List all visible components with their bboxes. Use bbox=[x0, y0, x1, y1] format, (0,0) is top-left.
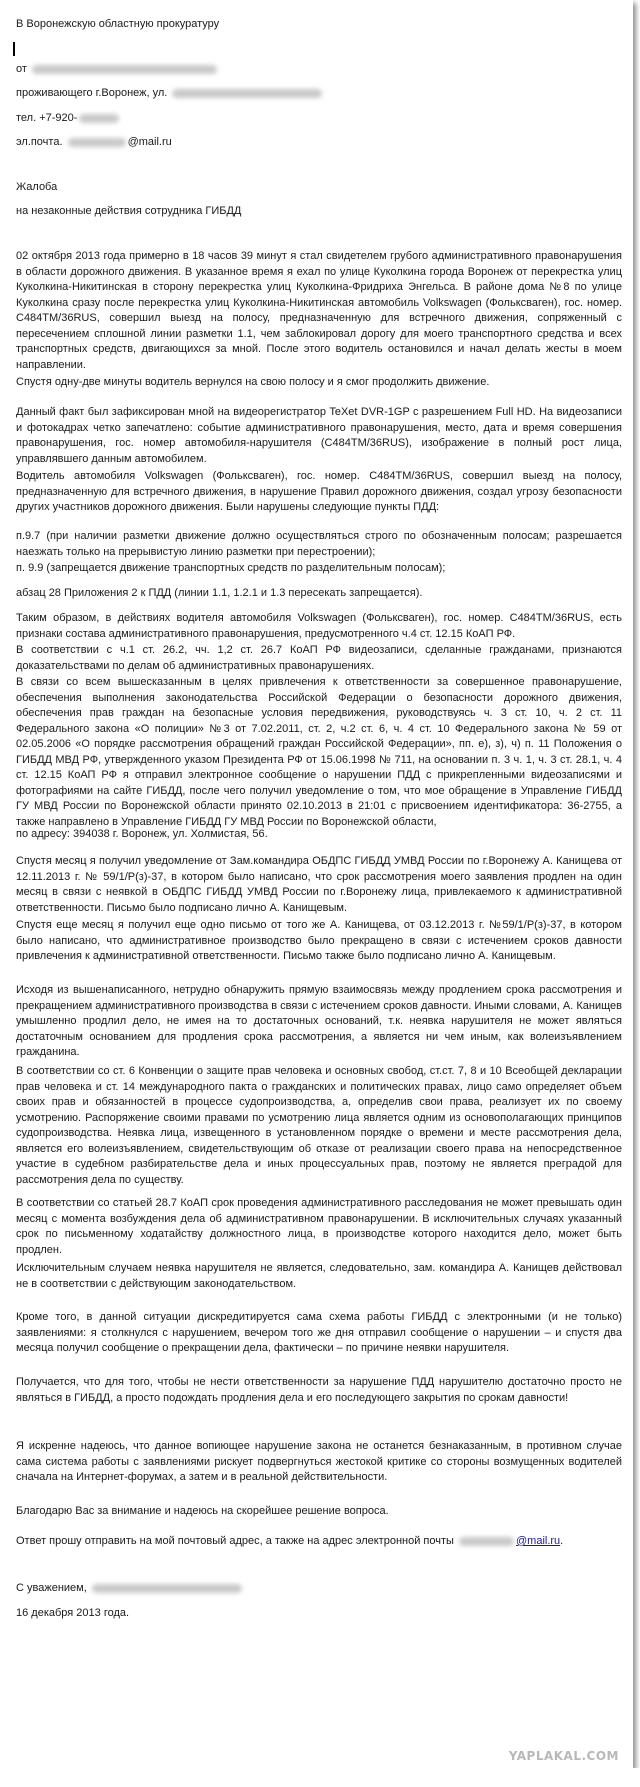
redacted-address bbox=[172, 89, 322, 98]
redacted-reply-email bbox=[459, 1537, 514, 1546]
paragraph: В соответствии со статьей 28.7 КоАП срок проведения административного расследования не может превышать один месяц с момента возбуждения дела об административном правонарушении. В исключительных случаях указанный срок по письменному ходатайству должностного лица, в производстве которого находится дело, может быть продлен. bbox=[16, 1197, 622, 1256]
paragraph: абзац 28 Приложения 2 к ПДД (линии 1.1, 1.2.1 и 1.3 пересекать запрещается). bbox=[16, 587, 423, 599]
paragraph: Получается, что для того, чтобы не нести ответственности за нарушение ПДД нарушителю достаточно просто не являться в ГИБДД, а просто подождать продления дела и его последующего закрытия по срокам давности! bbox=[16, 1376, 622, 1404]
paragraph: Я искренне надеюсь, что данное вопиющее нарушение закона не останется безнаказанным, в противном случае сама система работы с заявлениями рискует подвергнуться жестокой критике со стороны возмущенных водителей сначала на Интернет-форумах, а затем и в реальной действительности. bbox=[16, 1440, 622, 1483]
complaint-subtitle: на незаконные действия сотрудника ГИБДД bbox=[16, 205, 242, 217]
paragraph: Кроме того, в данной ситуации дискредитируется сама схема работы ГИБДД с электронными (и не только) заявлениями: я столкнулся с нарушением, вечером того же дня отправил сообщение о нарушении – и спустя два месяца получил сообщение о прекращении дела, фактически – по причине неявки нарушителя. bbox=[16, 1311, 622, 1354]
paragraph: п.9.7 (при наличии разметки движение должно осуществляться строго по обозначенным полосам; разрешается наезжать только на прерывистую линию разметки при перестроении); bbox=[16, 530, 622, 558]
paragraph: Таким образом, в действиях водителя автомобиля Volkswagen (Фольксваген), гос. номер. С484ТМ/36RUS, есть признаки состава административного правонарушения, предусмотренного ч.4 ст. 12.15 КоАП РФ. bbox=[16, 612, 622, 640]
paragraph: Водитель автомобиля Volkswagen (Фольксваген), гос. номер. С484ТМ/36RUS, совершил выезд на полосу, предназначенную для встречного движения, в нарушение Правил дорожного движения, создал угрозу безопасности других участников дорожного движения. Были нарушены следующие пункты ПДД: bbox=[16, 470, 622, 513]
paragraph: В связи со всем вышесказанным в целях привлечения к ответственности за совершенное правонарушение, обеспечения выполнения законодательства Российской Федерации о безопасности дорожного движения, обеспечения прав граждан на безопасные условия передвижения, руководствуясь ч. 3 ст. 10, ч. 2 ст. 11 Федерального закона «О полиции» №3 от 7.02.2011, ст. 2, ч.2 ст. 6, ч. 4 ст. 10 Федерального закона № 59 от 02.05.2006 «О порядке рассмотрения обращений граждан Российской Федерации», пп. е), з), ч) п. 11 Положения о ГИБДД МВД РФ, утвержденного указом Президента РФ от 15.06.1998 № 711, на основании п. 3 ч. 1, ч. 3 ст. 28.1, ч. 4 ст. 12.15 КоАП РФ я отправил электронное сообщение о нарушении ПДД с прикрепленными видеозаписями и фотографиями на сайте ГИБДД, после чего получил уведомление о том, что мое обращение в Управление ГИБДД ГУ МВД России по Воронежской области принято 02.10.2013 в 21:01 с присвоением идентификатора: 36-2755, а также направлено в Управление ГИБДД ГУ МВД России по Воронежской области, bbox=[16, 676, 622, 828]
paragraph: Исключительным случаем неявка нарушителя не является, следовательно, зам. командира А. Канищев действовал не в соответствии с действующим законодательством. bbox=[16, 1262, 622, 1290]
redacted-email bbox=[68, 138, 126, 147]
reply-email-link[interactable]: @mail.ru bbox=[516, 1535, 561, 1547]
paragraph: 02 октября 2013 года примерно в 18 часов 39 минут я стал свидетелем грубого административного правонарушения в области дорожного движения. В указанное время я ехал по улице Куколкина города Воронеж от перекрестка улиц Куколкина-Никитинская в сторону перекрестка улиц Куколкина-Фридриха Энгельса. В районе дома №8 по улице Куколкина сразу после перекрестка улиц Куколкина-Никитинская автомобиль Volkswagen (Фольксваген), гос. номер. С484ТМ/36RUS, совершил выезд на полосу, предназначенную для встречного движения, сопряженный с пересечением сплошной линии разметки 1.1, чем заблокировал дорогу для моего транспортного средства и всех транспортных средств, двигающихся за мной. После этого водитель остановился и начал делать жесты в моем направлении. bbox=[16, 250, 622, 371]
paragraph: В соответствии с ч.1 ст. 26.2, чч. 1,2 ст. 26.7 КоАП РФ видеозаписи, сделанные гражданами, признаются доказательствами по делам об административных правонарушениях. bbox=[16, 644, 622, 672]
email-line: эл.почта. @mail.ru bbox=[16, 136, 172, 148]
paragraph: Спустя одну-две минуты водитель вернулся на свою полосу и я смог продолжить движение. bbox=[16, 376, 490, 388]
paragraph: Спустя месяц я получил уведомление от Зам.командира ОБДПС ГИБДД УМВД России по г.Воронежу А. Канищева от 12.11.2013 г. № 59/1/Р(з)-37, в котором было написано, что срок рассмотрения моего заявления продлен на один месяц в связи с неявкой в ОБДПС ГИБДД УМВД России по г.Воронежу лица, привлекаемого к административной ответственности. Письмо было подписано лично А. Канищевым. bbox=[16, 855, 622, 914]
reply-request-line: Ответ прошу отправить на мой почтовый адрес, а также на адрес электронной почты @mail.ru. bbox=[16, 1535, 564, 1547]
redacted-name bbox=[32, 65, 217, 74]
addressee: В Воронежскую областную прокуратуру bbox=[16, 18, 220, 30]
site-watermark: YAPLAKAL.COM bbox=[508, 1749, 619, 1763]
paragraph: по адресу: 394038 г. Воронеж, ул. Холмистая, 56. bbox=[16, 828, 268, 840]
paragraph: Данный факт был зафиксирован мной на видеорегистратор TeXet DVR-1GP с разрешением Full HD. На видеозаписи и фотокадрах четко запечатлено: событие административного правонарушения, место, дата и время совершения правонарушения, гос. номер автомобиля-нарушителя (С484ТМ/36RUS), изображение в полный рост лица, управлявшего данным автомобилем. bbox=[16, 406, 622, 465]
document-date: 16 декабря 2013 года. bbox=[16, 1607, 130, 1619]
paragraph: Исходя из вышенаписанного, нетрудно обнаружить прямую взаимосвязь между продлением срока рассмотрения и прекращением административного производства в связи с истечением сроков давности. Иными словами, А. Канищев умышленно продлил дело, не имея на то достаточных оснований, т.к. неявка нарушителя не может являться достаточным основанием для продления срока рассмотрения, а является ни чем иным, как волеизъявлением гражданина. bbox=[16, 984, 622, 1058]
redacted-phone bbox=[79, 114, 119, 123]
text-cursor bbox=[13, 42, 15, 56]
complaint-title: Жалоба bbox=[16, 181, 58, 193]
redacted-signature bbox=[92, 1584, 242, 1593]
from-line: от bbox=[16, 63, 219, 76]
page-margin bbox=[0, 1768, 640, 1787]
phone-line: тел. +7-920- bbox=[16, 112, 121, 125]
regards-line: С уважением, bbox=[16, 1582, 244, 1595]
paragraph: Благодарю Вас за внимание и надеюсь на скорейшее решение вопроса. bbox=[16, 1505, 389, 1517]
paragraph: п. 9.9 (запрещается движение транспортных средств по разделительным полосам); bbox=[16, 562, 446, 574]
residence-line: проживающего г.Воронеж, ул. bbox=[16, 87, 324, 100]
paragraph: Спустя еще месяц я получил еще одно письмо от того же А. Канищева, от 03.12.2013 г. №59/1/Р(з)-37, в котором было написано, что административное производство было прекращено в связи с истечением сроков давности привлечения к административной ответственности. Письмо также было подписано лично А. Канищевым. bbox=[16, 919, 622, 962]
paragraph: В соответствии со ст. 6 Конвенции о защите прав человека и основных свобод, ст.ст. 7, 8 и 10 Всеобщей декларации прав человека и ст. 14 международного пакта о гражданских и политических правах, лицо само определяет объем своих прав и обязанностей в процессе судопроизводства, а, определив свои права, реализует их по своему усмотрению. Распоряжение своими правами по усмотрению лица является одним из основополагающих принципов судопроизводства. Неявка лица, извещенного в установленном порядке о времени и месте рассмотрения дела, является его волеизъявлением, свидетельствующим об отказе от реализации своего права на непосредственное участие в судебном разбирательстве дела и иных процессуальных прав, поэтому не является преградой для рассмотрения дела по существу. bbox=[16, 1065, 622, 1186]
